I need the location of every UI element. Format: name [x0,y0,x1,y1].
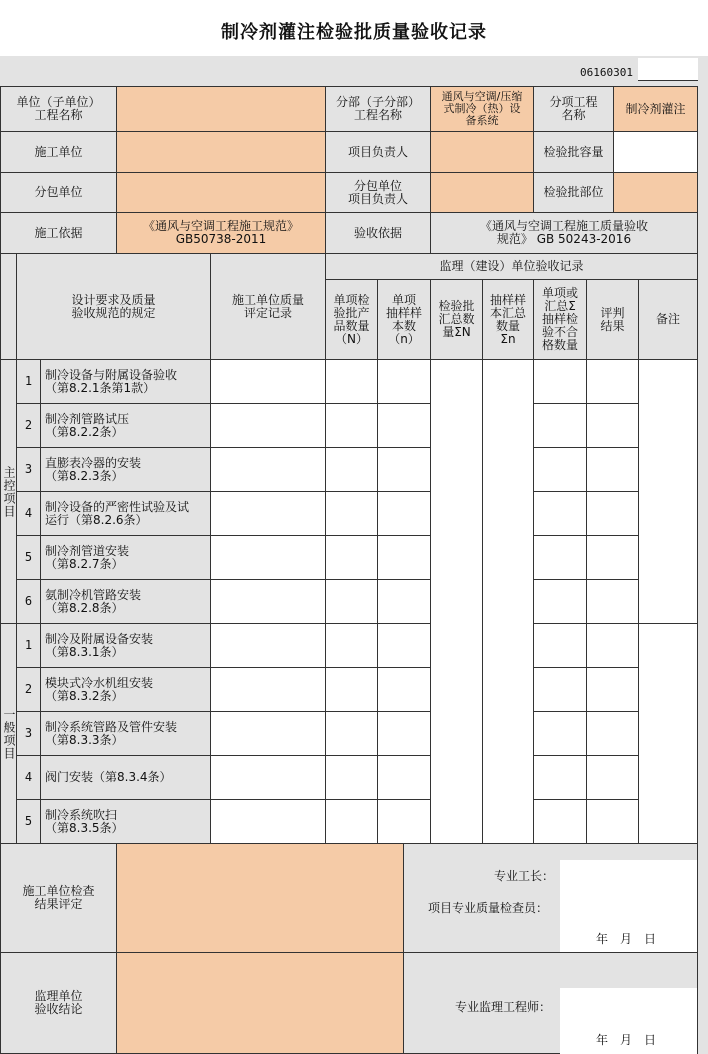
self-check-cell[interactable] [211,536,326,580]
item-number: 2 [17,404,41,448]
project-manager-field[interactable] [431,132,534,173]
constructor-label: 施工单位 [0,132,117,173]
item-number: 1 [17,624,41,668]
unqualified-cell[interactable] [534,580,587,624]
form-code-line[interactable] [638,58,698,81]
item-description: 氨制冷机管路安装 （第8.2.8条） [41,580,211,624]
item-number: 2 [17,668,41,712]
result-cell[interactable] [587,712,639,756]
item-number: 3 [17,448,41,492]
result-cell[interactable] [587,800,639,844]
sample-count-cell[interactable] [378,448,431,492]
remarks-general-cell[interactable] [639,624,698,844]
unit-project-label: 单位（子单位） 工程名称 [0,86,117,132]
self-check-cell[interactable] [211,756,326,800]
batch-total-cell[interactable] [326,492,378,536]
unqualified-cell[interactable] [534,668,587,712]
constructor-check-label: 施工单位检查 结果评定 [0,844,117,953]
self-check-cell[interactable] [211,712,326,756]
subitem-label: 分项工程 名称 [534,86,614,132]
result-cell[interactable] [587,756,639,800]
unit-project-field[interactable] [117,86,326,132]
item-description: 制冷设备与附属设备验收 （第8.2.1条第1款） [41,360,211,404]
sample-count-cell[interactable] [378,668,431,712]
constructor-check-field[interactable] [117,844,404,953]
batch-total-cell[interactable] [326,580,378,624]
sample-sum-cell[interactable] [483,360,534,844]
sample-count-cell[interactable] [378,492,431,536]
item-description: 制冷及附属设备安装 （第8.3.1条） [41,624,211,668]
result-header: 评判 结果 [587,280,639,360]
date-label: 年 月 日 [596,932,657,946]
batch-total-cell[interactable] [326,404,378,448]
unqualified-cell[interactable] [534,448,587,492]
self-check-cell[interactable] [211,580,326,624]
date-label-2: 年 月 日 [596,1033,657,1047]
basis-label: 施工依据 [0,213,117,254]
subcontractor-field[interactable] [117,173,326,213]
item-description: 制冷系统管路及管件安装 （第8.3.3条） [41,712,211,756]
remarks-main-cell[interactable] [639,360,698,624]
form-code: 06160301 [580,66,633,79]
item-number: 6 [17,580,41,624]
result-cell[interactable] [587,624,639,668]
sample-count-cell[interactable] [378,580,431,624]
batch-capacity-field[interactable] [614,132,698,173]
item-description: 模块式冷水机组安装 （第8.3.2条） [41,668,211,712]
item-number: 5 [17,536,41,580]
result-cell[interactable] [587,404,639,448]
batch-sum-cell[interactable] [431,360,483,844]
supervision-header: 监理（建设）单位验收记录 [326,254,698,280]
batch-total-cell[interactable] [326,712,378,756]
batch-total-cell[interactable] [326,360,378,404]
self-check-cell[interactable] [211,668,326,712]
self-check-cell[interactable] [211,624,326,668]
unqualified-header: 单项或 汇总Σ 抽样检 验不合 格数量 [534,280,587,360]
foreman-label: 专业工长： [494,869,555,883]
sample-sum-header: 抽样样 本汇总 数量 Σn [483,280,534,360]
item-description: 制冷剂管道安装 （第8.2.7条） [41,536,211,580]
result-cell[interactable] [587,668,639,712]
group-header-blank [0,254,17,360]
batch-total-cell[interactable] [326,756,378,800]
acceptance-basis-label: 验收依据 [326,213,431,254]
batch-total-cell[interactable] [326,448,378,492]
remarks-header: 备注 [639,280,698,360]
main-group-label: 主控项目 [0,360,17,624]
batch-capacity-label: 检验批容量 [534,132,614,173]
constructor-field[interactable] [117,132,326,173]
item-number: 3 [17,712,41,756]
batch-sum-header: 检验批 汇总数 量ΣN [431,280,483,360]
sample-count-cell[interactable] [378,624,431,668]
item-number: 1 [17,360,41,404]
sub-manager-label: 分包单位 项目负责人 [326,173,431,213]
self-check-cell[interactable] [211,404,326,448]
result-cell[interactable] [587,492,639,536]
supervisor-conclusion-label: 监理单位 验收结论 [0,953,117,1054]
batch-total-cell[interactable] [326,800,378,844]
sample-count-cell[interactable] [378,800,431,844]
self-check-cell[interactable] [211,360,326,404]
batch-total-cell[interactable] [326,668,378,712]
unqualified-cell[interactable] [534,712,587,756]
supervisor-conclusion-field[interactable] [117,953,404,1054]
batch-total-header: 单项检 验批产 品数量 （N） [326,280,378,360]
unqualified-cell[interactable] [534,360,587,404]
self-check-cell[interactable] [211,800,326,844]
unqualified-cell[interactable] [534,800,587,844]
result-cell[interactable] [587,360,639,404]
sample-count-cell[interactable] [378,404,431,448]
item-description: 制冷设备的严密性试验及试 运行（第8.2.6条） [41,492,211,536]
item-number: 4 [17,492,41,536]
subitem-value[interactable]: 制冷剂灌注 [614,86,698,132]
supervisor-engineer-label: 专业监理工程师： [455,1000,552,1014]
sample-count-cell[interactable] [378,712,431,756]
self-check-cell[interactable] [211,448,326,492]
item-number: 4 [17,756,41,800]
sample-count-header: 单项 抽样样 本数 （n） [378,280,431,360]
item-description: 直膨表冷器的安装 （第8.2.3条） [41,448,211,492]
basis-value[interactable]: 《通风与空调工程施工规范》 GB50738-2011 [117,213,326,254]
unqualified-cell[interactable] [534,492,587,536]
unqualified-cell[interactable] [534,536,587,580]
item-number: 5 [17,800,41,844]
general-group-label: 一般项目 [0,624,17,844]
item-description: 阀门安装（第8.3.4条） [41,756,211,800]
batch-location-field[interactable] [614,173,698,213]
form-title: 制冷剂灌注检验批质量验收记录 [221,22,487,43]
sub-manager-field[interactable] [431,173,534,213]
result-cell[interactable] [587,580,639,624]
acceptance-basis-value: 《通风与空调工程施工质量验收 规范》 GB 50243-2016 [431,213,698,254]
batch-location-label: 检验批部位 [534,173,614,213]
self-check-cell[interactable] [211,492,326,536]
unqualified-cell[interactable] [534,624,587,668]
sample-count-cell[interactable] [378,756,431,800]
unqualified-cell[interactable] [534,756,587,800]
division-label: 分部（子分部） 工程名称 [326,86,431,132]
sample-count-cell[interactable] [378,360,431,404]
batch-total-cell[interactable] [326,536,378,580]
design-req-header: 设计要求及质量 验收规范的规定 [17,254,211,360]
qc-label: 项目专业质量检查员： [428,901,549,915]
batch-total-cell[interactable] [326,624,378,668]
item-description: 制冷剂管路试压 （第8.2.2条） [41,404,211,448]
result-cell[interactable] [587,448,639,492]
result-cell[interactable] [587,536,639,580]
unqualified-cell[interactable] [534,404,587,448]
division-value[interactable]: 通风与空调/压缩 式制冷（热）设 备系统 [431,86,534,132]
project-manager-label: 项目负责人 [326,132,431,173]
subcontractor-label: 分包单位 [0,173,117,213]
self-check-header: 施工单位质量 评定记录 [211,254,326,360]
sample-count-cell[interactable] [378,536,431,580]
item-description: 制冷系统吹扫 （第8.3.5条） [41,800,211,844]
